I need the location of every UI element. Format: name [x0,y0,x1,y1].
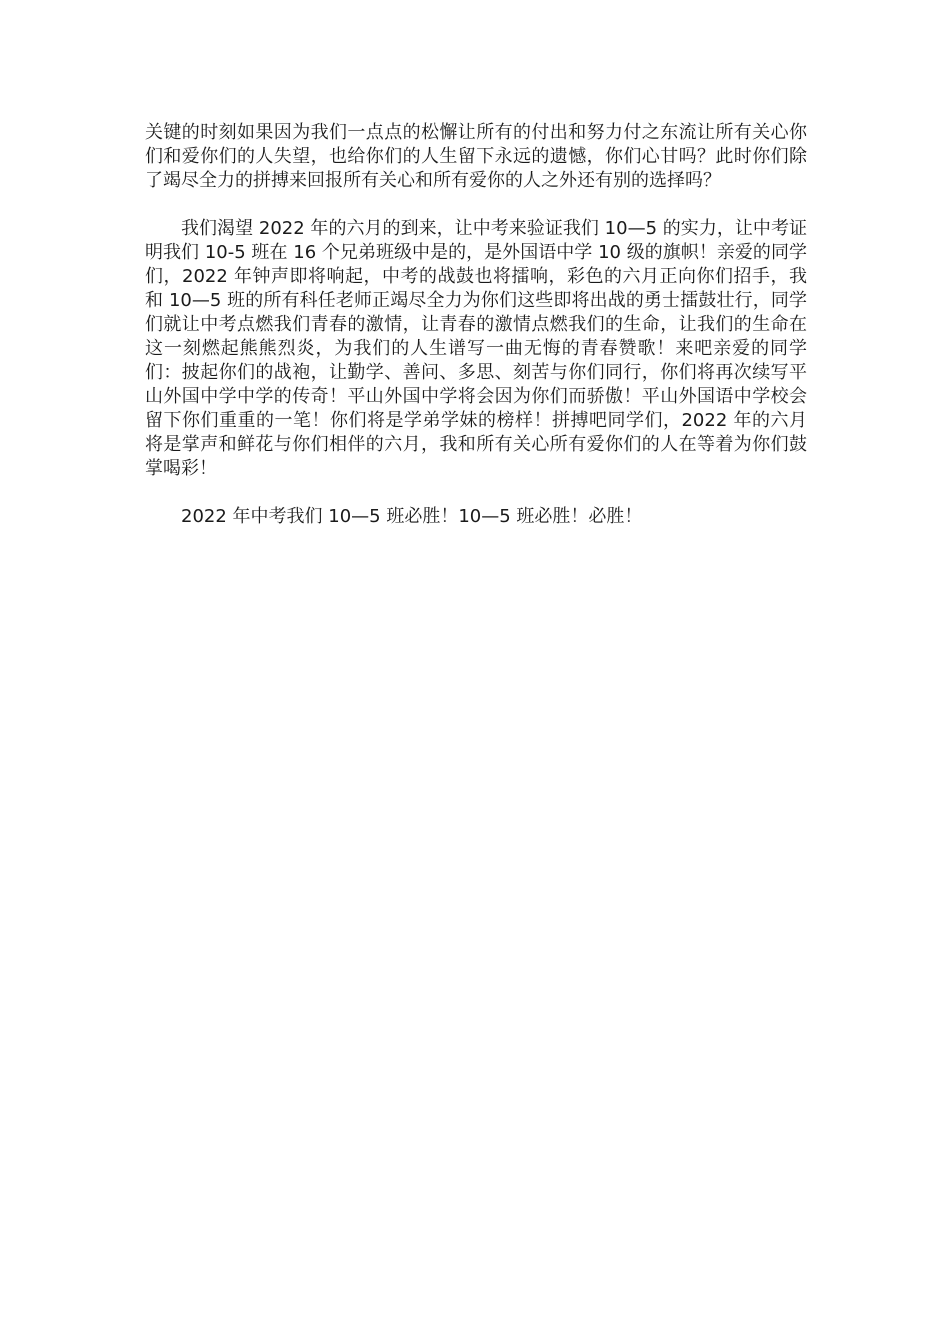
paragraph-main: 我们渴望 2022 年的六月的到来，让中考来验证我们 10—5 的实力，让中考证明我们 10-5 班在 16 个兄弟班级中是的，是外国语中学 10 级的旗帜！亲爱的同学们，2022 年钟声即将响起，中考的战鼓也将擂响，彩色的六月正向你们招手，我和 10—5 班的所有科任老师正竭尽全力为你们这些即将出战的勇士擂鼓壮行，同学们就让中考点燃我们青春的激情，让青春的激情点燃我们的生命，让我们的生命在这一刻燃起熊熊烈炎，为我们的人生谱写一曲无悔的青春赞歌！来吧亲爱的同学们：披起你们的战袍，让勤学、善问、多思、刻苦与你们同行，你们将再次续写平山外国中学中学的传奇！平山外国中学将会因为你们而骄傲！平山外国语中学校会留下你们重重的一笔！你们将是学弟学妹的榜样！拼搏吧同学们，2022 年的六月将是掌声和鲜花与你们相伴的六月，我和所有关心所有爱你们的人在等着为你们鼓掌喝彩！ [145,218,807,479]
paragraph-closing: 2022 年中考我们 10—5 班必胜！10—5 班必胜！必胜！ [181,506,643,527]
document-body [145,121,807,553]
paragraph-continuation: 关键的时刻如果因为我们一点点的松懈让所有的付出和努力付之东流让所有关心你们和爱你们的人失望，也给你们的人生留下永远的遗憾，你们心甘吗？此时你们除了竭尽全力的拼搏来回报所有关心和所有爱你的人之外还有别的选择吗？ [145,122,807,191]
